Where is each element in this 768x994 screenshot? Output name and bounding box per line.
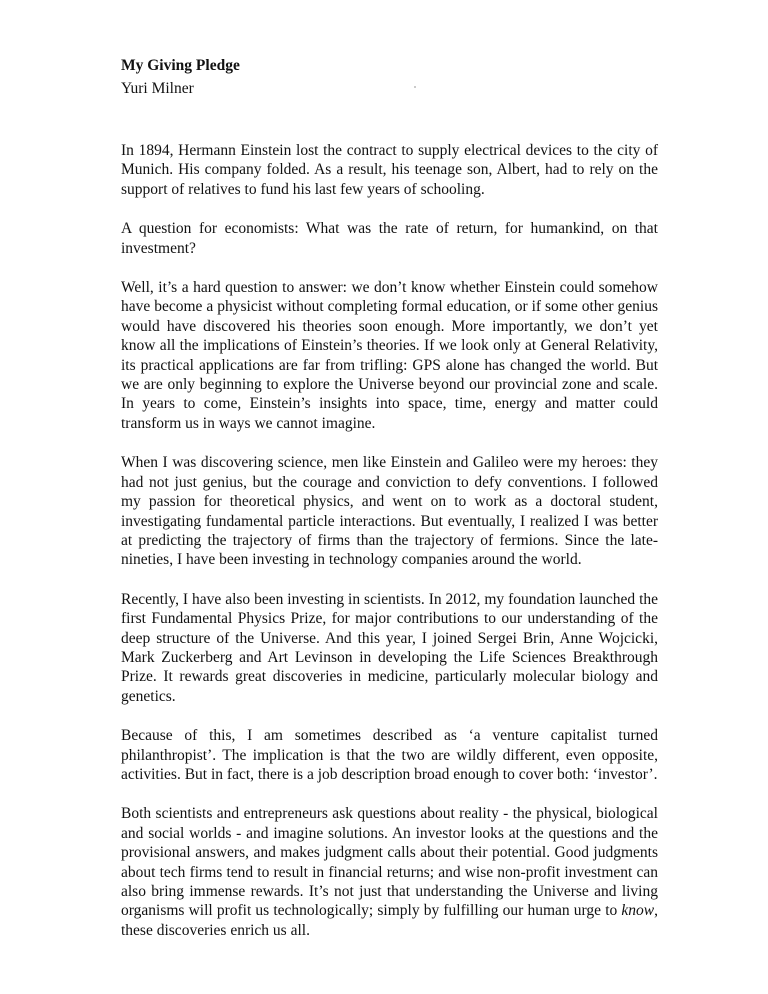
paragraph-5: Recently, I have also been investing in scientists. In 2012, my foundation launched the first Fundamental Physics Prize, for major contributions to our understanding of the deep structure of the Universe. And this year, I joined Sergei Brin, Anne Wojcicki, Mark Zuckerberg and Art Levinson in developing the Life Sciences Breakthrough Prize. It rewards great discoveries in medicine, particularly molecular biology and genetics. bbox=[121, 590, 658, 705]
document-author: Yuri Milner bbox=[121, 80, 194, 97]
paragraph-7-emphasis: know bbox=[621, 902, 655, 920]
paragraph-7-text-a: Both scientists and entrepreneurs ask questions about reality - the physical, biological and social worlds - and imagine solutions. An investor looks at the questions and the provisional answers, and makes judgment calls about their potential. Good judgments about tech firms tend to result in financial returns; and wise non-profit investment can also bring immense rewards. It’s not just that understanding the Universe and living organisms will profit us technologically; simply by fulfilling our human urge to bbox=[121, 805, 658, 920]
paragraph-3: Well, it’s a hard question to answer: we don’t know whether Einstein could somehow have become a physicist without completing formal education, or if some other genius would have discovered his theories soon enough. More importantly, we don’t yet know all the implications of Einstein’s theories. If we look only at General Relativity, its practical applications are far from trifling: GPS alone has changed the world. But we are only beginning to explore the Universe beyond our provincial zone and scale. In years to come, Einstein’s insights into space, time, energy and matter could transform us in ways we cannot imagine. bbox=[121, 279, 658, 432]
paragraph-7 bbox=[121, 804, 658, 940]
document-title: My Giving Pledge bbox=[121, 57, 240, 74]
paragraph-6: Because of this, I am sometimes described as ‘a venture capitalist turned philanthropist’. The implication is that the two are wildly different, even opposite, activities. But in fact, there is a job description broad enough to cover both: ‘investor’. bbox=[121, 727, 658, 783]
paragraph-4: When I was discovering science, men like Einstein and Galileo were my heroes: they had not just genius, but the courage and conviction to defy conventions. I followed my passion for theoretical physics, and went on to work as a doctoral student, investigating fundamental particle interactions. But eventually, I realized I was better at predicting the trajectory of firms than the trajectory of fermions. Since the late-nineties, I have been investing in technology companies around the world. bbox=[121, 454, 658, 569]
document-header bbox=[121, 56, 240, 99]
paragraph-1: In 1894, Hermann Einstein lost the contract to supply electrical devices to the city of Munich. His company folded. As a result, his teenage son, Albert, had to rely on the support of relatives to fund his last few years of schooling. bbox=[121, 142, 658, 198]
document-body bbox=[121, 141, 658, 960]
scan-speck bbox=[414, 86, 416, 88]
paragraph-7-text-b: , these discoveries enrich us all. bbox=[121, 902, 658, 939]
paragraph-2: A question for economists: What was the rate of return, for humankind, on that investment? bbox=[121, 220, 658, 257]
